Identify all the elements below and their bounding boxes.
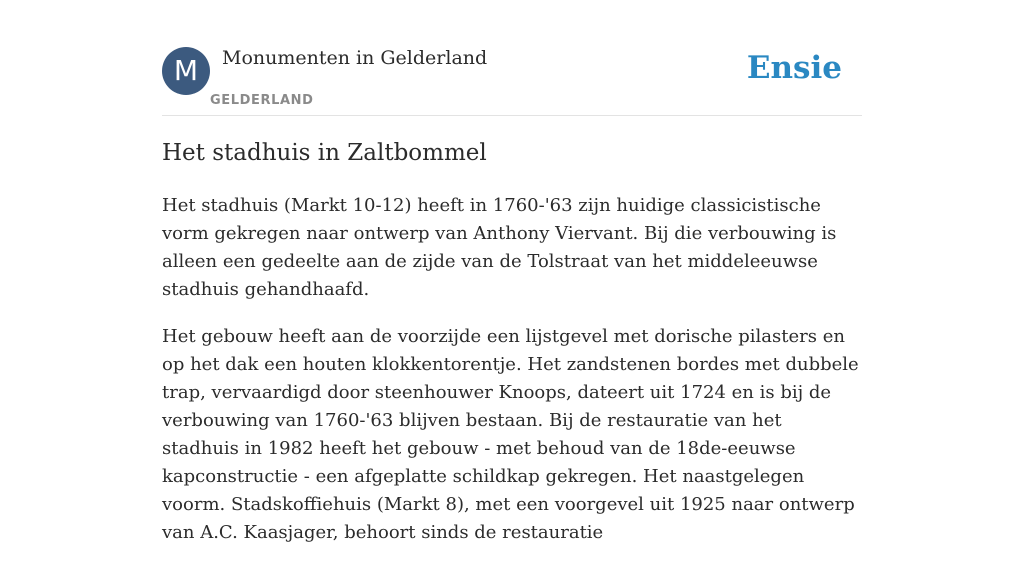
article-title: Het stadhuis in Zaltbommel bbox=[162, 140, 487, 166]
page-header bbox=[162, 0, 862, 116]
avatar[interactable] bbox=[162, 47, 210, 95]
category-label: GELDERLAND bbox=[210, 93, 314, 108]
article-page bbox=[162, 0, 862, 543]
ensie-logo[interactable]: Ensie bbox=[746, 50, 842, 86]
paragraph: Het stadhuis (Markt 10-12) heeft in 1760-'63 zijn huidige classicistische vorm gekregen naar ontwerp van Anthony Viervant. Bij die verbouwing is alleen een gedeelte aan de zijde van de Tolstraat van het middeleeuwse stadhuis gehandhaafd. bbox=[162, 195, 837, 300]
article-body bbox=[162, 192, 862, 566]
avatar-letter: M bbox=[173, 54, 199, 87]
blog-name-link[interactable]: Monumenten in Gelderland bbox=[222, 47, 488, 69]
paragraph: Het gebouw heeft aan de voorzijde een lijstgevel met dorische pilasters en op het dak een houten klokkentorentje. Het zandstenen bordes met dubbele trap, vervaardigd door steenhouwer Knoops, dateert uit 1724 en is bij de verbouwing van 1760-'63 blijven bestaan. Bij de restauratie van het stadhuis in 1982 heeft het gebouw - met behoud van de 18de-eeuwse kapconstructie - een afgeplatte schildkap gekregen. Het naastgelegen voorm. Stadskoffiehuis (Markt 8), met een voorgevel uit 1925 naar ontwerp van A.C. Kaasjager, behoort sinds de restauratie bbox=[162, 326, 859, 543]
